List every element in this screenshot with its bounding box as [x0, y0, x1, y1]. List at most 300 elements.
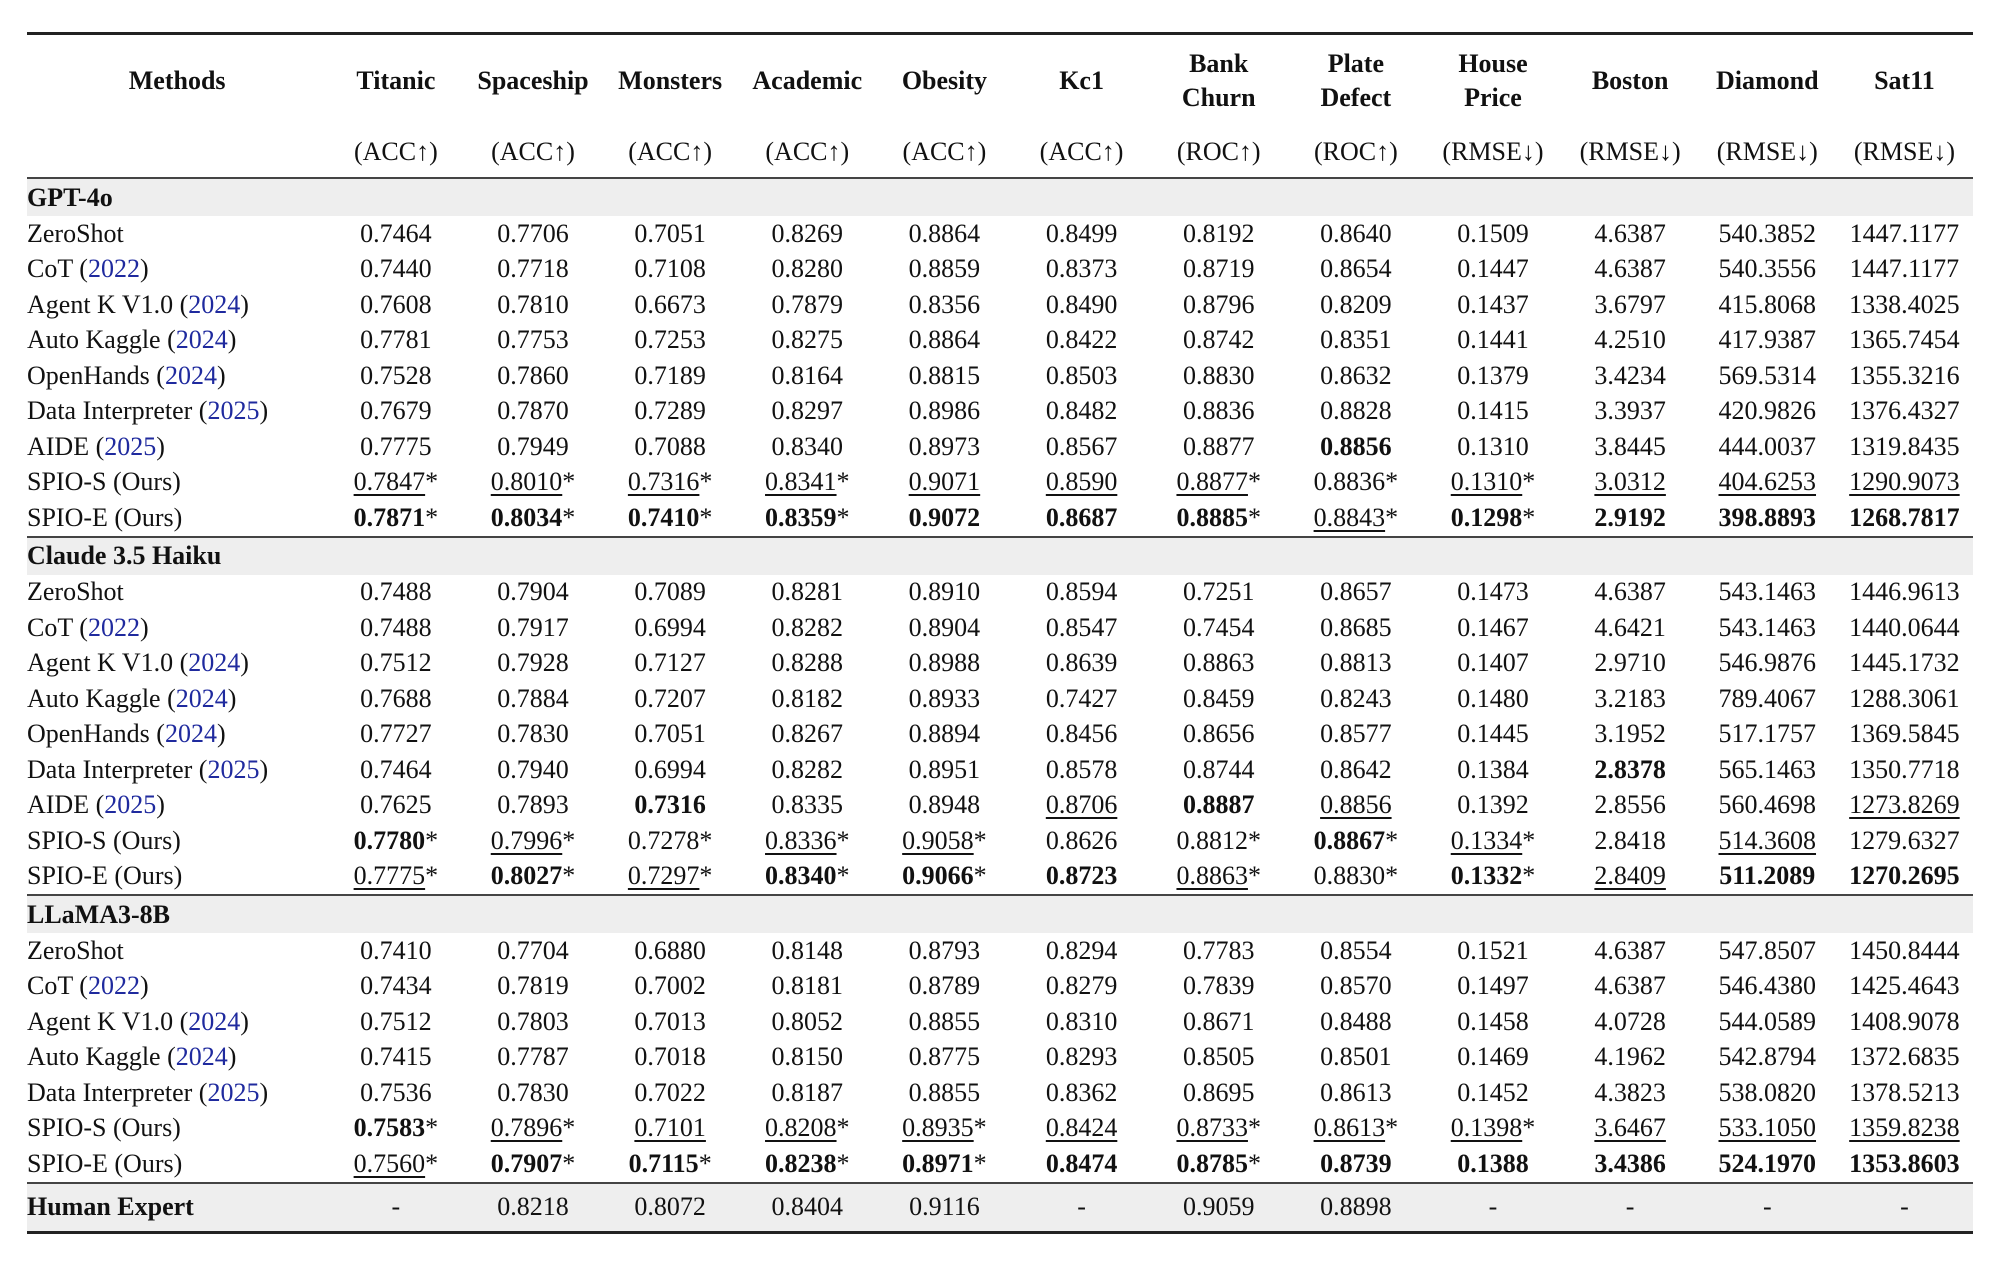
value-text: 0.7704: [497, 935, 569, 965]
citation-link[interactable]: 2024: [188, 648, 241, 678]
method-name: OpenHands (2024): [27, 360, 226, 390]
value-text: 0.7608: [360, 289, 432, 319]
value-text: 3.1952: [1594, 719, 1666, 749]
value-text: 4.6387: [1594, 218, 1666, 248]
value-cell: [1424, 465, 1561, 501]
value-cell: [1287, 969, 1424, 1005]
table-row: [27, 429, 1973, 465]
value-cell: [1013, 429, 1150, 465]
value-text: 0.8877: [1176, 467, 1248, 497]
significance-mark: *: [1247, 825, 1261, 855]
value-text: 0.7022: [634, 1077, 706, 1107]
value-text: 0.8657: [1320, 577, 1392, 607]
value-cell: [739, 752, 876, 788]
value-cell: [1013, 575, 1150, 611]
value-cell: [1150, 500, 1287, 537]
value-cell: [1836, 323, 1973, 359]
table-row: [27, 969, 1973, 1005]
value-cell: [1424, 717, 1561, 753]
value-text: 4.1962: [1594, 1042, 1666, 1072]
column-header-boston: Boston: [1591, 66, 1669, 95]
value-text: 514.3608: [1718, 825, 1817, 855]
value-cell: [1013, 323, 1150, 359]
value-cell: [1699, 859, 1836, 896]
value-text: 0.7706: [497, 218, 569, 248]
value-cell: [1150, 1146, 1287, 1183]
value-cell: [739, 358, 876, 394]
value-text: 0.7316: [634, 790, 706, 820]
column-metric-sat11: (RMSE↓): [1853, 137, 1955, 166]
column-header-diamond: Diamond: [1715, 66, 1819, 95]
value-text: 4.6387: [1594, 577, 1666, 607]
value-cell: [1150, 252, 1287, 288]
method-name: Agent K V1.0 (2024): [27, 648, 249, 678]
value-text: 0.7440: [360, 254, 432, 284]
value-cell: [1836, 752, 1973, 788]
significance-mark: *: [836, 861, 850, 891]
value-cell: [1836, 429, 1973, 465]
value-cell: [1562, 1004, 1699, 1040]
value-text: 0.7688: [360, 683, 432, 713]
value-text: 0.8340: [771, 431, 844, 461]
value-text: 0.8335: [771, 790, 844, 820]
method-name: CoT (2022): [27, 971, 149, 1001]
value-cell: [1562, 465, 1699, 501]
value-text: 0.7830: [497, 719, 569, 749]
value-cell: [1013, 933, 1150, 969]
value-text: 0.8796: [1182, 289, 1255, 319]
value-text: 0.7101: [634, 1113, 706, 1143]
citation-link[interactable]: 2022: [87, 254, 140, 284]
metric-cell-empty: [27, 127, 327, 178]
value-text: 0.7917: [497, 612, 569, 642]
value-text: 0.7803: [497, 1006, 569, 1036]
column-metric-spaceship: (ACC↑): [491, 137, 575, 166]
value-text: 0.8626: [1045, 825, 1118, 855]
citation-link[interactable]: 2024: [175, 1042, 228, 1072]
value-text: 0.8877: [1182, 431, 1255, 461]
value-text: 543.1463: [1718, 577, 1817, 607]
value-text: 0.7289: [634, 396, 706, 426]
method-name: SPIO-E (Ours): [27, 861, 183, 891]
value-cell: [1424, 287, 1561, 323]
value-cell: [602, 358, 739, 394]
method-name: Agent K V1.0 (2024): [27, 289, 249, 319]
significance-mark: *: [973, 825, 987, 855]
value-text: 0.8594: [1045, 577, 1118, 607]
value-text: 0.8052: [771, 1006, 844, 1036]
value-cell: [739, 859, 876, 896]
value-cell: [1150, 394, 1287, 430]
value-cell: [1287, 216, 1424, 252]
value-cell: [1836, 969, 1973, 1005]
value-text: 0.7775: [360, 431, 432, 461]
value-text: 1376.4327: [1849, 396, 1960, 426]
value-cell: [327, 1040, 464, 1076]
value-text: 0.8828: [1320, 396, 1392, 426]
value-text: 1319.8435: [1849, 431, 1960, 461]
value-cell: [602, 823, 739, 859]
significance-mark: *: [562, 502, 576, 532]
value-cell: [1287, 429, 1424, 465]
value-text: 0.8281: [771, 577, 844, 607]
value-text: 0.7253: [634, 325, 706, 355]
value-cell: [876, 1075, 1013, 1111]
value-cell: [327, 287, 464, 323]
value-text: 0.1467: [1457, 612, 1529, 642]
significance-mark: *: [1247, 467, 1261, 497]
value-text: 417.9387: [1718, 325, 1817, 355]
value-cell: [1287, 859, 1424, 896]
value-text: 0.8351: [1320, 325, 1392, 355]
value-cell: -: [327, 1184, 464, 1233]
citation-link[interactable]: 2025: [104, 790, 157, 820]
value-text: 0.8836: [1182, 396, 1255, 426]
value-text: 0.8863: [1176, 861, 1248, 891]
value-text: 0.1392: [1457, 790, 1529, 820]
value-cell: [327, 429, 464, 465]
significance-mark: *: [1385, 467, 1399, 497]
value-text: 560.4698: [1718, 790, 1817, 820]
value-text: 0.8503: [1045, 360, 1118, 390]
citation-link[interactable]: 2025: [104, 431, 157, 461]
value-text: 0.8027: [490, 861, 563, 891]
column-metric-academic: (ACC↑): [765, 137, 850, 166]
value-cell: [1150, 1111, 1287, 1147]
citation-link[interactable]: 2022: [87, 612, 140, 642]
value-cell: [1836, 1075, 1973, 1111]
citation-link[interactable]: 2024: [164, 360, 217, 390]
value-text: 0.8275: [771, 325, 844, 355]
value-cell: [1150, 429, 1287, 465]
value-text: 0.7781: [360, 325, 432, 355]
citation-link[interactable]: 2024: [188, 1006, 241, 1036]
value-text: 1279.6327: [1849, 825, 1960, 855]
value-cell: [1836, 1004, 1973, 1040]
column-header-kc1: Kc1: [1059, 66, 1104, 95]
method-name: AIDE (2025): [27, 790, 165, 820]
value-cell: [602, 1040, 739, 1076]
value-text: 0.8830: [1313, 861, 1386, 891]
value-cell: [464, 1146, 601, 1183]
significance-mark: *: [973, 1113, 987, 1143]
value-text: 0.7884: [497, 683, 569, 713]
value-text: 0.1445: [1457, 719, 1529, 749]
value-text: 0.8793: [908, 935, 981, 965]
value-cell: [1150, 216, 1287, 252]
value-text: 0.8293: [1045, 1042, 1118, 1072]
value-text: 0.1407: [1457, 648, 1529, 678]
value-cell: [1562, 681, 1699, 717]
value-cell: [464, 358, 601, 394]
value-cell: [1287, 1146, 1424, 1183]
results-table: [27, 32, 1973, 1234]
value-text: 1350.7718: [1849, 754, 1960, 784]
value-cell: [1424, 575, 1561, 611]
value-cell: [1424, 752, 1561, 788]
value-cell: [739, 575, 876, 611]
value-text: 0.1398: [1450, 1113, 1523, 1143]
value-text: 0.8856: [1320, 431, 1392, 461]
value-text: 0.8148: [771, 935, 844, 965]
value-text: 0.1441: [1457, 325, 1529, 355]
method-name: OpenHands (2024): [27, 719, 226, 749]
value-cell: 0.9116: [876, 1184, 1013, 1233]
value-text: 398.8893: [1718, 502, 1817, 532]
value-cell: [1836, 465, 1973, 501]
column-header-sat11: Sat11: [1874, 66, 1935, 95]
column-header-bank-churn: Bank Churn: [1181, 49, 1256, 112]
value-cell: [876, 969, 1013, 1005]
value-text: 0.8935: [902, 1113, 974, 1143]
value-text: 0.7718: [497, 254, 569, 284]
value-cell: 0.8898: [1287, 1184, 1424, 1233]
value-text: 0.1521: [1457, 935, 1529, 965]
significance-mark: *: [562, 825, 576, 855]
value-cell: [464, 216, 601, 252]
table-row: [27, 1111, 1973, 1147]
value-cell: [1424, 933, 1561, 969]
value-text: 0.8733: [1176, 1113, 1248, 1143]
group-title: LLaMA3-8B: [27, 896, 1973, 933]
value-cell: [464, 969, 601, 1005]
value-cell: [1562, 859, 1699, 896]
value-text: 0.8181: [771, 971, 844, 1001]
value-text: 1290.9073: [1849, 467, 1960, 497]
value-cell: [739, 610, 876, 646]
value-text: 1450.8444: [1849, 935, 1960, 965]
value-text: 0.9058: [902, 825, 974, 855]
value-cell: [327, 465, 464, 501]
value-text: 0.8373: [1045, 254, 1118, 284]
value-text: 0.7949: [497, 431, 569, 461]
value-text: 3.4234: [1594, 360, 1666, 390]
value-cell: [1836, 933, 1973, 969]
method-name: AIDE (2025): [27, 431, 165, 461]
value-cell: [1150, 717, 1287, 753]
value-text: 0.8856: [1320, 790, 1392, 820]
value-cell: [464, 1111, 601, 1147]
value-cell: [1150, 969, 1287, 1005]
value-text: 1353.8603: [1849, 1148, 1960, 1178]
value-cell: [1424, 788, 1561, 824]
value-cell: [739, 788, 876, 824]
value-text: 0.1384: [1457, 754, 1529, 784]
value-cell: [1699, 287, 1836, 323]
value-cell: [876, 610, 1013, 646]
value-cell: [1562, 1111, 1699, 1147]
value-text: 0.8812: [1176, 825, 1248, 855]
value-cell: [1699, 681, 1836, 717]
value-text: 542.8794: [1718, 1042, 1817, 1072]
value-text: 0.8336: [765, 825, 837, 855]
value-cell: [327, 610, 464, 646]
value-text: 444.0037: [1718, 431, 1817, 461]
significance-mark: *: [973, 1148, 987, 1178]
significance-mark: *: [1385, 861, 1399, 891]
citation-link[interactable]: 2024: [188, 289, 241, 319]
value-cell: [327, 394, 464, 430]
table-row: [27, 575, 1973, 611]
value-cell: [1013, 252, 1150, 288]
method-name: Auto Kaggle (2024): [27, 1042, 237, 1072]
value-cell: [1699, 788, 1836, 824]
value-text: 0.1310: [1457, 431, 1529, 461]
value-cell: [739, 933, 876, 969]
value-cell: [1424, 1004, 1561, 1040]
value-text: 3.8445: [1594, 431, 1666, 461]
value-cell: [1699, 1111, 1836, 1147]
value-text: 0.1437: [1457, 289, 1529, 319]
value-cell: [1287, 1004, 1424, 1040]
method-name: SPIO-E (Ours): [27, 502, 183, 532]
value-cell: [876, 788, 1013, 824]
value-text: 0.8422: [1045, 325, 1118, 355]
value-cell: [1562, 358, 1699, 394]
value-text: 0.7871: [353, 502, 426, 532]
citation-link[interactable]: 2025: [207, 1077, 260, 1107]
significance-mark: *: [836, 1113, 850, 1143]
value-cell: [1424, 610, 1561, 646]
significance-mark: *: [425, 502, 439, 532]
value-cell: [1013, 1040, 1150, 1076]
group-header-claude-3-5-haiku: [27, 538, 1973, 575]
value-text: 1268.7817: [1849, 502, 1960, 532]
value-text: 0.6994: [634, 612, 706, 642]
value-cell: [1150, 788, 1287, 824]
table-row: [27, 933, 1973, 969]
value-cell: 0.8218: [464, 1184, 601, 1233]
method-name: SPIO-S (Ours): [27, 467, 181, 497]
value-cell: [602, 1004, 739, 1040]
citation-link[interactable]: 2024: [164, 719, 217, 749]
value-text: 2.8378: [1594, 754, 1666, 784]
value-cell: [739, 1146, 876, 1183]
value-text: 0.8706: [1045, 790, 1118, 820]
value-text: 0.7775: [353, 861, 426, 891]
column-metric-plate-defect: (ROC↑): [1313, 137, 1398, 166]
value-cell: 0.8072: [602, 1184, 739, 1233]
table-row: [27, 323, 1973, 359]
significance-mark: *: [425, 1113, 439, 1143]
value-text: 0.8910: [908, 577, 981, 607]
value-cell: [1424, 1040, 1561, 1076]
value-cell: [739, 287, 876, 323]
value-text: 0.8482: [1045, 396, 1118, 426]
value-text: 0.8739: [1320, 1148, 1392, 1178]
value-text: 0.1310: [1450, 467, 1523, 497]
value-cell: [876, 323, 1013, 359]
value-text: 0.8894: [908, 719, 981, 749]
value-cell: [876, 752, 1013, 788]
value-cell: [464, 859, 601, 896]
value-cell: [1150, 859, 1287, 896]
value-text: 0.1298: [1450, 502, 1523, 532]
value-cell: [1150, 646, 1287, 682]
table-row: [27, 1075, 1973, 1111]
citation-link[interactable]: 2024: [175, 325, 228, 355]
value-text: 511.2089: [1719, 861, 1816, 891]
value-text: 0.7464: [360, 754, 432, 784]
value-text: 0.8340: [765, 861, 837, 891]
table-row: [27, 252, 1973, 288]
value-cell: [1287, 823, 1424, 859]
citation-link[interactable]: 2022: [87, 971, 140, 1001]
value-cell: [602, 859, 739, 896]
column-header-house-price: House Price: [1458, 49, 1528, 112]
value-text: 0.8855: [908, 1006, 981, 1036]
value-cell: [876, 429, 1013, 465]
value-cell: [1287, 752, 1424, 788]
table-body: [27, 178, 1973, 1234]
citation-link[interactable]: 2025: [207, 396, 260, 426]
value-text: 0.7780: [353, 825, 426, 855]
value-text: 0.8887: [1182, 790, 1255, 820]
citation-link[interactable]: 2025: [207, 754, 260, 784]
value-cell: [739, 394, 876, 430]
value-text: 0.8192: [1182, 218, 1255, 248]
value-text: 0.7783: [1182, 935, 1255, 965]
value-text: 0.8742: [1182, 325, 1255, 355]
value-text: 0.8971: [902, 1148, 974, 1178]
value-cell: [602, 788, 739, 824]
value-cell: [1836, 610, 1973, 646]
value-text: 0.8671: [1182, 1006, 1255, 1036]
value-cell: [602, 752, 739, 788]
value-text: 569.5314: [1718, 360, 1817, 390]
value-text: 0.7753: [497, 325, 569, 355]
value-cell: [1699, 429, 1836, 465]
value-text: 1445.1732: [1849, 648, 1960, 678]
value-text: 0.8867: [1313, 825, 1386, 855]
value-cell: [602, 646, 739, 682]
value-text: 0.7928: [497, 648, 569, 678]
value-text: 0.6994: [634, 754, 706, 784]
value-text: 0.8613: [1320, 1077, 1392, 1107]
method-name: SPIO-S (Ours): [27, 825, 181, 855]
value-text: 0.8362: [1045, 1077, 1118, 1107]
value-text: 1372.6835: [1849, 1042, 1960, 1072]
value-cell: [1699, 752, 1836, 788]
value-text: 0.8282: [771, 612, 844, 642]
value-text: 2.8409: [1594, 861, 1666, 891]
value-cell: [327, 717, 464, 753]
value-cell: [1287, 287, 1424, 323]
value-text: 0.7896: [490, 1113, 563, 1143]
value-text: 0.8488: [1320, 1006, 1392, 1036]
value-text: 0.7830: [497, 1077, 569, 1107]
value-cell: [739, 823, 876, 859]
value-text: 1447.1177: [1849, 218, 1960, 248]
citation-link[interactable]: 2024: [175, 683, 228, 713]
value-text: 0.8150: [771, 1042, 844, 1072]
value-cell: [327, 1075, 464, 1111]
value-text: 0.9066: [902, 861, 974, 891]
value-text: 0.7251: [1182, 577, 1255, 607]
value-cell: [876, 681, 1013, 717]
value-cell: [602, 969, 739, 1005]
value-cell: [739, 1004, 876, 1040]
significance-mark: *: [1385, 825, 1399, 855]
value-cell: [1424, 646, 1561, 682]
value-text: 3.6797: [1594, 289, 1666, 319]
value-cell: [464, 500, 601, 537]
value-text: 0.8830: [1182, 360, 1255, 390]
value-cell: [739, 681, 876, 717]
value-cell: [1424, 394, 1561, 430]
value-text: 0.7536: [360, 1077, 432, 1107]
value-text: 0.8554: [1320, 935, 1392, 965]
